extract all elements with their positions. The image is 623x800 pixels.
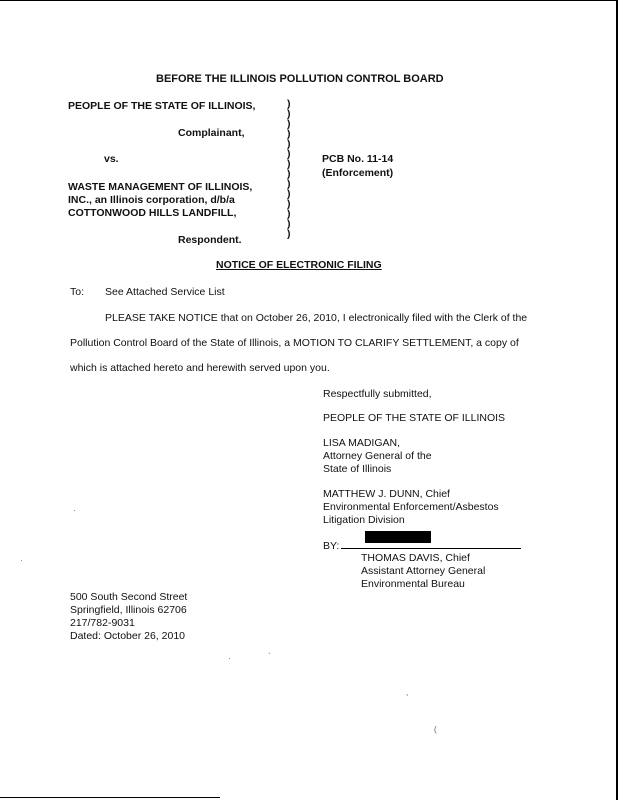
- paren: ): [287, 168, 291, 180]
- scan-speck: `: [268, 652, 271, 661]
- paren: ): [287, 128, 291, 140]
- chief-line-2: Environmental Enforcement/Asbestos: [323, 501, 499, 513]
- scan-speck: ·: [228, 654, 231, 663]
- paren: ): [287, 158, 291, 170]
- chief-line-1: MATTHEW J. DUNN, Chief: [323, 488, 450, 500]
- paren: ): [287, 188, 291, 200]
- scan-speck: ·: [20, 556, 23, 565]
- paren: ): [287, 228, 291, 240]
- to-value: See Attached Service List: [105, 286, 225, 298]
- closing: Respectfully submitted,: [323, 388, 432, 400]
- footer-rule: [0, 797, 220, 798]
- defendant-role: Respondent.: [178, 234, 242, 246]
- paren: ): [287, 98, 291, 110]
- address-line-3: 217/782-9031: [70, 617, 135, 629]
- to-label: To:: [70, 286, 85, 298]
- case-number: PCB No. 11-14: [322, 153, 394, 165]
- paren: ): [287, 208, 291, 220]
- notice-body-line-1: PLEASE TAKE NOTICE that on October 26, 2010, I electronically filed with the Clerk of the: [105, 312, 528, 324]
- board-title: BEFORE THE ILLINOIS POLLUTION CONTROL BOARD: [156, 73, 444, 85]
- page-border-right: [616, 0, 618, 800]
- party-name: PEOPLE OF THE STATE OF ILLINOIS: [323, 412, 506, 424]
- by-label: BY:: [323, 540, 340, 552]
- paren: ): [287, 138, 291, 150]
- defendant-line-1: WASTE MANAGEMENT OF ILLINOIS,: [68, 181, 253, 193]
- ag-line-2: Attorney General of the: [323, 450, 432, 462]
- signer-line-1: THOMAS DAVIS, Chief: [361, 552, 470, 564]
- address-line-2: Springfield, Illinois 62706: [70, 604, 187, 616]
- defendant-line-3: COTTONWOOD HILLS LANDFILL,: [68, 207, 237, 219]
- signer-line-3: Environmental Bureau: [361, 578, 465, 590]
- notice-heading: NOTICE OF ELECTRONIC FILING: [216, 259, 382, 271]
- defendant-line-2: INC., an Illinois corporation, d/b/a: [68, 194, 235, 206]
- scan-speck: ·: [73, 506, 76, 515]
- paren: ): [287, 218, 291, 230]
- paren: ): [287, 148, 291, 160]
- address-line-4: Dated: October 26, 2010: [70, 630, 185, 642]
- plaintiff-role: Complainant,: [178, 127, 245, 139]
- versus-label: vs.: [104, 153, 119, 165]
- paren: ): [287, 178, 291, 190]
- plaintiff-name: PEOPLE OF THE STATE OF ILLINOIS,: [68, 100, 256, 112]
- caption-parentheses: [287, 99, 291, 239]
- redacted-signature: [365, 531, 431, 543]
- scan-speck: (: [434, 725, 437, 734]
- page-border-top: [0, 0, 617, 1]
- paren: ): [287, 118, 291, 130]
- signature-line: [341, 548, 521, 549]
- address-line-1: 500 South Second Street: [70, 591, 188, 603]
- chief-line-3: Litigation Division: [323, 514, 405, 526]
- case-type: (Enforcement): [322, 167, 394, 179]
- paren: ): [287, 198, 291, 210]
- notice-body-line-3: which is attached hereto and herewith served upon you.: [70, 362, 330, 374]
- paren: ): [287, 108, 291, 120]
- scan-speck: ,: [406, 688, 409, 697]
- ag-line-1: LISA MADIGAN,: [323, 437, 401, 449]
- ag-line-3: State of Illinois: [323, 463, 392, 475]
- notice-body-line-2: Pollution Control Board of the State of Illinois, a MOTION TO CLARIFY SETTLEMENT, a copy of: [70, 337, 519, 349]
- signer-line-2: Assistant Attorney General: [361, 565, 486, 577]
